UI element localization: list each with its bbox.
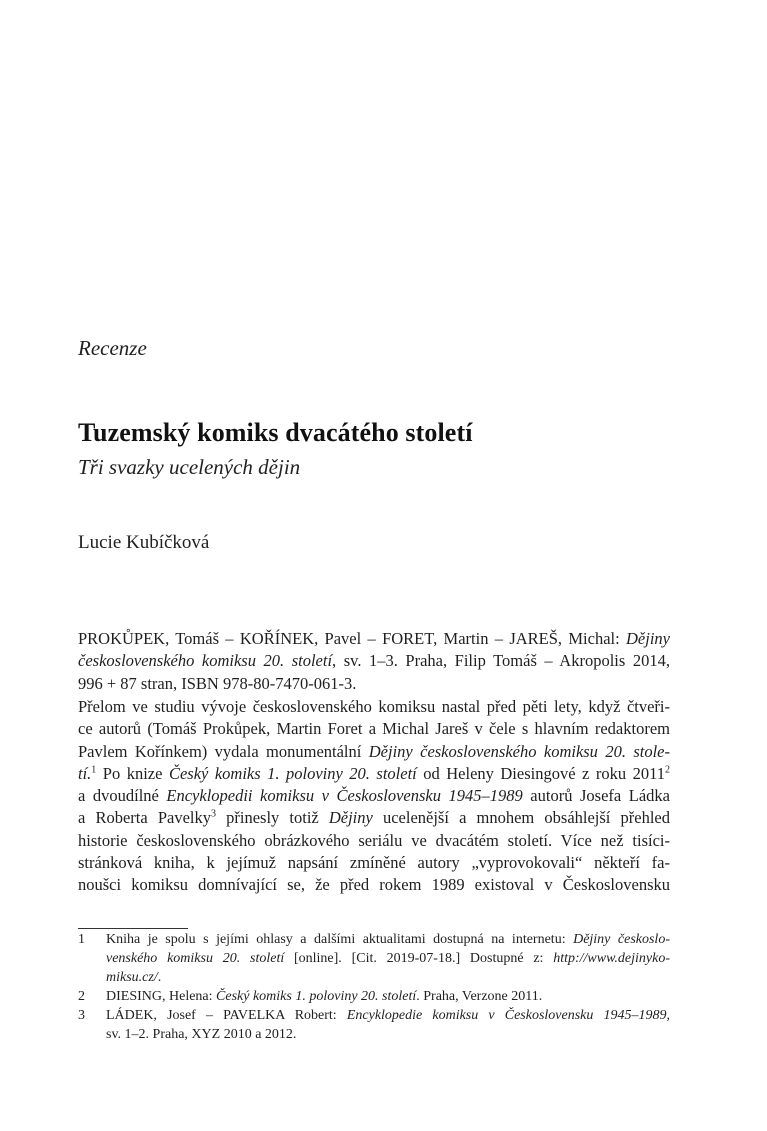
body-line: Pavlem Kořínkem) vydala monumentální Dějiny československého komiksu 20. stole- xyxy=(78,741,670,761)
footnote-ref[interactable]: 1 xyxy=(91,764,97,776)
body-paragraph xyxy=(78,696,670,897)
footnote-number: 1 xyxy=(78,932,85,947)
author-name: Lucie Kubíčková xyxy=(78,532,210,553)
biblio-line: PROKŮPEK, Tomáš – KOŘÍNEK, Pavel – FORET, Martin – JAREŠ, Michal: Dějiny xyxy=(78,629,670,648)
biblio-line: československého komiksu 20. století, sv. 1–3. Praha, Filip Tomáš – Akropolis 2014, xyxy=(78,651,670,671)
body-line: a dvoudílné Encyklopedii komiksu v Československu 1945–1989 autorů Josefa Ládka xyxy=(78,786,670,806)
body-line: historie československého obrázkového seriálu ve dvacátém století. Více než tisíci- xyxy=(78,830,670,850)
body-line: Přelom ve studiu vývoje československého komiksu nastal před pěti lety, když čtveři- xyxy=(78,697,670,716)
footnote-ref[interactable]: 2 xyxy=(664,764,670,776)
body-line: noušci komiksu domnívající se, že před rokem 1989 existoval v Československu xyxy=(78,875,670,895)
biblio-line: 996 + 87 stran, ISBN 978-80-7470-061-3. xyxy=(78,673,357,693)
footnote-text: Kniha je spolu s jejími ohlasy a dalšími aktualitami dostupná na internetu: Dějiny českoslo- venského komiksu 20. století [online]. [Cit. 2019-07-18.] Dostupné z: http://www.dejinyko- miksu.cz/. xyxy=(106,932,670,985)
footnote xyxy=(78,1006,670,1044)
body-line: tí.$^1$ Po knize Český komiks 1. poloviny 20. století od Heleny Diesingové z roku 2011$^2$ xyxy=(78,763,670,783)
body-line: ce autorů (Tomáš Prokůpek, Martin Foret a Michal Jareš v čele s hlavním redaktorem xyxy=(78,719,670,739)
article-title: Tuzemský komiks dvacátého století xyxy=(78,418,473,447)
section-label: Recenze xyxy=(78,336,147,360)
body-line: a Roberta Pavelky$^3$ přinesly totiž Dějiny ucelenější a mnohem obsáhlejší přehled xyxy=(78,808,670,828)
footnote-ref[interactable]: 3 xyxy=(210,808,216,820)
footnote-link[interactable]: http://www.dejinyko- xyxy=(553,951,670,966)
footnote-text: DIESING, Helena: Český komiks 1. poloviny 20. století. Praha, Verzone 2011. xyxy=(106,989,543,1004)
footnote-link[interactable]: miksu.cz/ xyxy=(106,970,158,985)
article-subtitle: Tři svazky ucelených dějin xyxy=(78,455,301,479)
footnote-divider xyxy=(78,928,188,929)
bibliographic-reference xyxy=(78,628,670,695)
footnote-number: 2 xyxy=(78,989,85,1004)
footnote-number: 3 xyxy=(78,1008,85,1023)
footnote xyxy=(78,930,670,987)
footnote-text: LÁDEK, Josef – PAVELKA Robert: Encyklopedie komiksu v Československu 1945–1989, sv. 1–2. Praha, XYZ 2010 a 2012. xyxy=(106,1008,671,1042)
footnotes xyxy=(78,930,670,1044)
footnote xyxy=(78,987,670,1006)
body-line: stránková kniha, k jejímuž napsání zmíněné autory „vyprovokovali“ někteří fa- xyxy=(78,853,670,873)
